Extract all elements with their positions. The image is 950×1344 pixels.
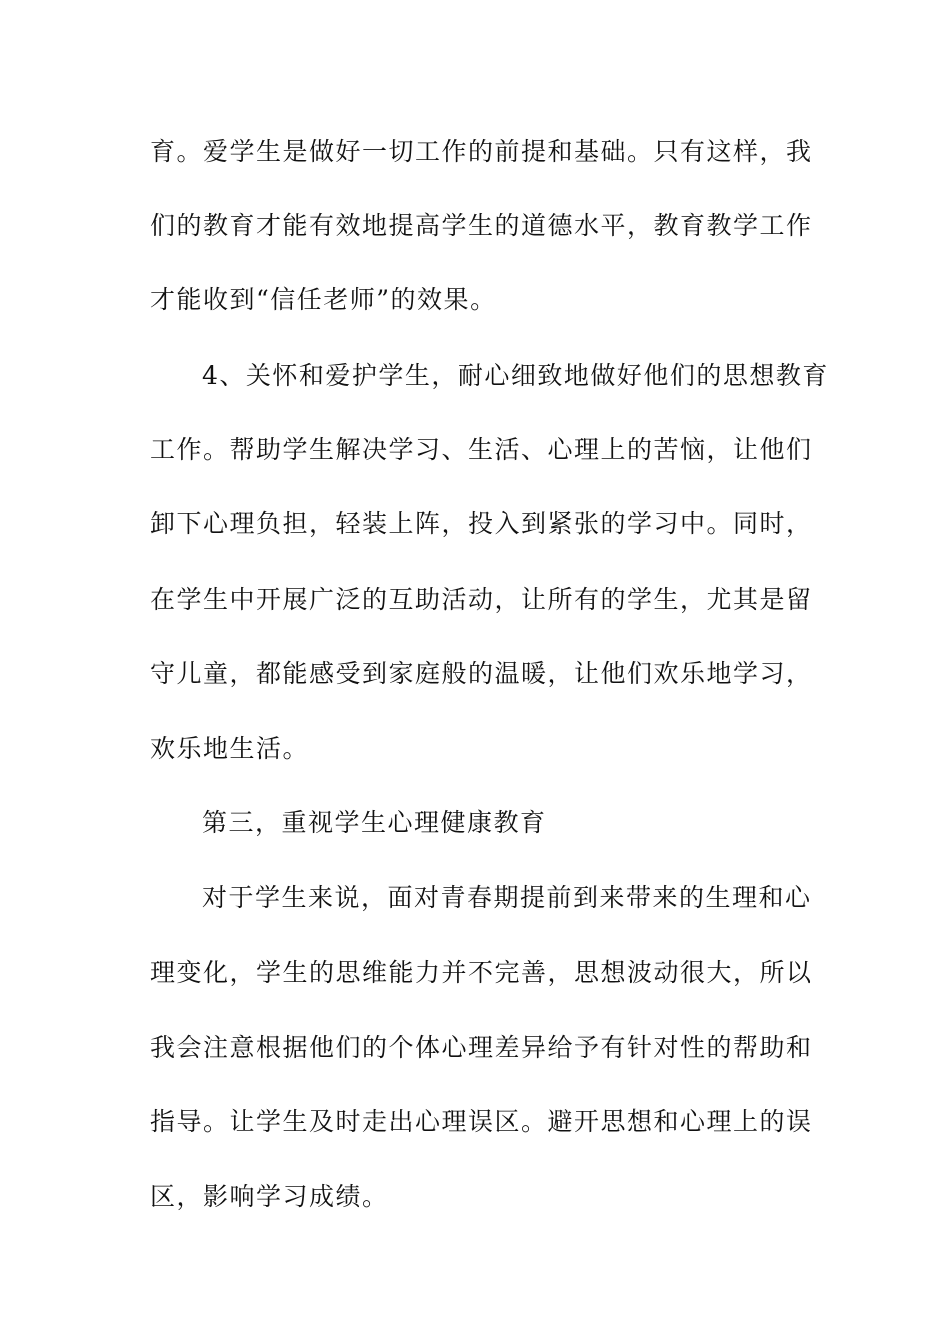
text-line: 卸下心理负担，轻装上阵，投入到紧张的学习中。同时， xyxy=(150,509,813,538)
text-line: 欢乐地生活。 xyxy=(150,734,310,763)
text-line: 才能收到“信任老师”的效果。 xyxy=(150,285,497,314)
text-line: 们的教育才能有效地提高学生的道德水平，教育教学工作 xyxy=(150,211,813,240)
text-line: 在学生中开展广泛的互助活动，让所有的学生，尤其是留 xyxy=(150,585,813,614)
text-line: 4、关怀和爱护学生，耐心细致地做好他们的思想教育 xyxy=(202,361,829,390)
text-line: 育。爱学生是做好一切工作的前提和基础。只有这样，我 xyxy=(150,137,813,166)
text-line: 理变化，学生的思维能力并不完善，思想波动很大，所以 xyxy=(150,958,813,987)
text-line: 守儿童，都能感受到家庭般的温暖，让他们欢乐地学习， xyxy=(150,659,813,688)
text-line: 我会注意根据他们的个体心理差异给予有针对性的帮助和 xyxy=(150,1033,813,1062)
text-line: 指导。让学生及时走出心理误区。避开思想和心理上的误 xyxy=(150,1107,813,1136)
section-heading: 第三，重视学生心理健康教育 xyxy=(202,808,547,837)
text-line: 对于学生来说，面对青春期提前到来带来的生理和心 xyxy=(202,883,812,912)
text-line: 区，影响学习成绩。 xyxy=(150,1182,389,1211)
text-line: 工作。帮助学生解决学习、生活、心理上的苦恼，让他们 xyxy=(150,435,813,464)
